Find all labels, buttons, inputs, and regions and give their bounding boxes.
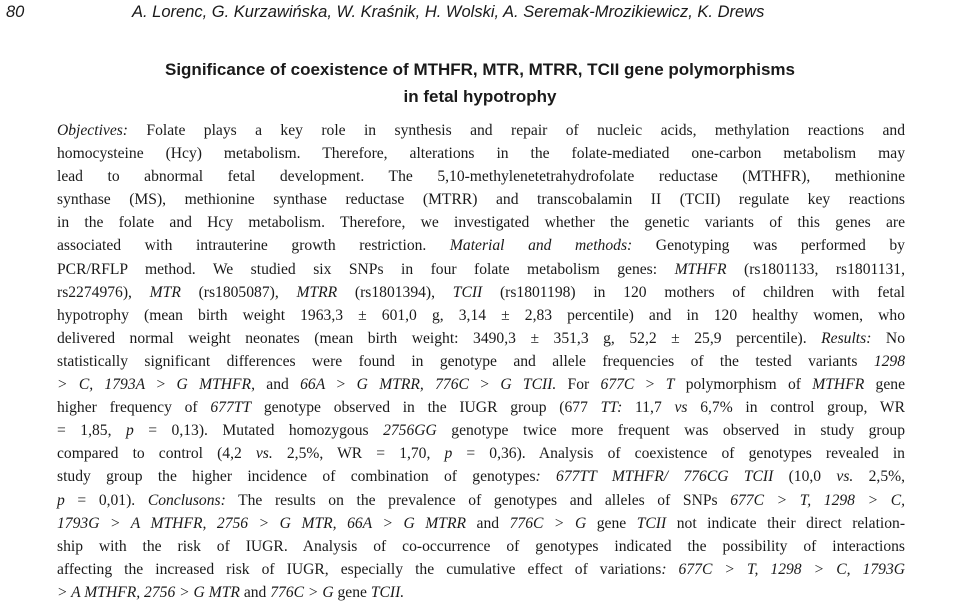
abstract-text-run: > [634, 376, 666, 394]
abstract-italic-text: > A MTHFR, 2756 > G MTR [57, 583, 240, 601]
abstract-italic-text: : 677TT MTHFR/ 776CG TCII [535, 468, 774, 486]
abstract-text-run: 11,7 [622, 399, 675, 417]
abstract-italic-text: 1298 [873, 352, 905, 370]
abstract-line [57, 327, 905, 350]
abstract-text-run: synthase (MS), methionine synthase reductase (MTRR) and transcobalamin II (TCII) regulate key reactions [57, 191, 905, 209]
abstract-italic-text: TT: [600, 399, 623, 417]
abstract-text-run: genotype observed in the IUGR group (677 [251, 399, 601, 417]
abstract-text-run: = 0,13). Mutated homozygous [133, 422, 384, 440]
abstract-italic-text: G TCII. [500, 376, 557, 394]
abstract-italic-text: p [57, 491, 65, 509]
abstract-italic-text: 677C > T, 1298 > C, [730, 491, 905, 509]
abstract-line [57, 419, 905, 442]
article-title-line-2: in fetal hypotrophy [403, 87, 557, 106]
abstract-text-run: 2,5%, WR = 1,70, [272, 445, 445, 463]
abstract-text-run: homocysteine (Hcy) metabolism. Therefore, alterations in the folate-mediated one-carbon metabolism may [57, 145, 905, 163]
abstract-text-run: 2,5%, [853, 468, 905, 486]
article-title [0, 56, 960, 110]
abstract-italic-text: MTRR [296, 283, 338, 301]
abstract-text-run: not indicate their direct relation- [666, 514, 906, 532]
abstract-italic-text: : 677C > T, 1298 > C, 1793G [661, 560, 906, 578]
abstract-line [57, 165, 905, 188]
abstract-text-run: (rs1801198) in 120 mothers of children with fetal [482, 283, 905, 301]
abstract-line [57, 442, 905, 465]
abstract-italic-text: MTR [149, 283, 181, 301]
abstract-text-run: For [556, 376, 601, 394]
abstract-italic-text: 1793G > A MTHFR, 2756 > G MTR, 66A > G MTRR [57, 514, 467, 532]
abstract-line [57, 558, 905, 581]
abstract-italic-text: T [665, 376, 675, 394]
abstract-text-run: compared to control (4,2 [57, 445, 256, 463]
abstract-line [57, 535, 905, 558]
abstract-text-run: associated with intrauterine growth restriction. [57, 237, 450, 255]
abstract-text-run: polymorphism of [674, 376, 813, 394]
abstract-line [57, 396, 905, 419]
abstract-italic-text: vs. [255, 445, 273, 463]
abstract-italic-text: Material and methods: [449, 237, 633, 255]
abstract-italic-text: 776C > G [509, 514, 587, 532]
abstract-italic-text: vs. [836, 468, 854, 486]
abstract-text-run: PCR/RFLP method. We studied six SNPs in four folate metabolism genes: [57, 260, 675, 278]
abstract-text-run: hypotrophy (mean birth weight 1963,3 ± 601,0 g, 3,14 ± 2,83 percentile) and in 120 healthy women, who [57, 306, 905, 324]
abstract-text-run: The results on the prevalence of genotypes and alleles of SNPs [225, 491, 731, 509]
page-number: 80 [6, 3, 25, 21]
abstract-text-run: Genotyping was performed by [632, 237, 905, 255]
abstract-line [57, 350, 905, 373]
abstract-text-run: > [325, 376, 357, 394]
abstract-text-run: and [254, 376, 301, 394]
abstract-text-run: and [239, 583, 271, 601]
abstract-text [57, 119, 905, 604]
abstract-line [57, 465, 905, 488]
abstract-italic-text: Results: [821, 329, 872, 347]
abstract-italic-text: MTHFR [674, 260, 727, 278]
abstract-text-run: gene [333, 583, 371, 601]
abstract-text-run: = 0,01). [64, 491, 148, 509]
abstract-text-run: No [871, 329, 905, 347]
abstract-italic-text: 677TT [210, 399, 252, 417]
abstract-text-run: = 0,36). Analysis of coexistence of genotypes revealed in [452, 445, 905, 463]
abstract-line [57, 142, 905, 165]
abstract-text-run: (rs1805087), [180, 283, 297, 301]
abstract-italic-text: 2756GG [383, 422, 437, 440]
article-title-line-1: Significance of coexistence of MTHFR, MTR, MTRR, TCII gene polymorphisms [164, 60, 795, 79]
abstract-line [57, 281, 905, 304]
abstract-text-run: rs2274976), [57, 283, 150, 301]
abstract-line [57, 188, 905, 211]
abstract-text-run: (rs1801394), [337, 283, 453, 301]
abstract-text-run: statistically significant differences were found in genotype and allele frequencies of the tested variants [57, 352, 874, 370]
abstract-line [57, 258, 905, 281]
abstract-text-run: (10,0 [773, 468, 837, 486]
abstract-line [57, 234, 905, 257]
abstract-italic-text: 66A [300, 376, 326, 394]
abstract-italic-text: p [125, 422, 134, 440]
abstract-italic-text: TCII. [370, 583, 405, 601]
abstract-text-run: affecting the increased risk of IUGR, especially the cumulative effect of variations [57, 560, 662, 578]
abstract-italic-text: p [444, 445, 453, 463]
running-header [6, 0, 954, 24]
abstract-italic-text: MTHFR [812, 376, 865, 394]
abstract-italic-text: vs [674, 399, 688, 417]
abstract-line [57, 304, 905, 327]
abstract-text-run: > [145, 376, 177, 394]
abstract-line [57, 373, 905, 396]
abstract-text-run: study group the higher incidence of combination of genotypes [57, 468, 536, 486]
abstract-text-run: delivered normal weight neonates (mean birth weight: 3490,3 ± 351,3 g, 52,2 ± 25,9 percentile). [57, 329, 822, 347]
abstract-text-run: ship with the risk of IUGR. Analysis of co-occurrence of genotypes indicated the possibility of interactions [57, 537, 905, 555]
abstract-text-run: gene [586, 514, 637, 532]
abstract-line [57, 512, 905, 535]
abstract-text-run: 6,7% in control group, WR [687, 399, 906, 417]
abstract-text-run: lead to abnormal fetal development. The 5,10-methylenetetrahydrofolate reductase (MTHFR), methionine [57, 168, 905, 186]
abstract-text-run: = 1,85, [57, 422, 126, 440]
abstract-italic-text: G MTRR, 776C [356, 376, 469, 394]
abstract-italic-text: Conclusons: [147, 491, 226, 509]
abstract-italic-text: 776C > G [270, 583, 334, 601]
abstract-text-run: Folate plays a key role in synthesis and repair of nucleic acids, methylation reactions and [128, 122, 905, 139]
abstract-italic-text: TCII [452, 283, 483, 301]
abstract-text-run: (rs1801133, rs1801131, [726, 260, 905, 278]
abstract-line [57, 211, 905, 234]
abstract-text-run: higher frequency of [57, 399, 211, 417]
abstract-text-run: and [466, 514, 510, 532]
abstract-text-run: in the folate and Hcy metabolism. Therefore, we investigated whether the genetic variants of this genes are [57, 214, 905, 232]
abstract-italic-text: 677C [600, 376, 635, 394]
abstract-line [57, 119, 905, 142]
abstract-line [57, 581, 905, 604]
abstract-text-run: > [468, 376, 501, 394]
abstract-text-run: genotype twice more frequent was observed in study group [436, 422, 905, 440]
abstract-line [57, 489, 905, 512]
abstract-italic-text: Objectives: [57, 122, 129, 139]
abstract-italic-text: G MTHFR, [176, 376, 255, 394]
abstract-italic-text: > C, 1793A [57, 376, 146, 394]
running-header-authors: A. Lorenc, G. Kurzawińska, W. Kraśnik, H. Wolski, A. Seremak-Mrozikiewicz, K. Drews [132, 3, 765, 21]
abstract-text-run: gene [864, 376, 905, 394]
abstract-italic-text: TCII [636, 514, 667, 532]
